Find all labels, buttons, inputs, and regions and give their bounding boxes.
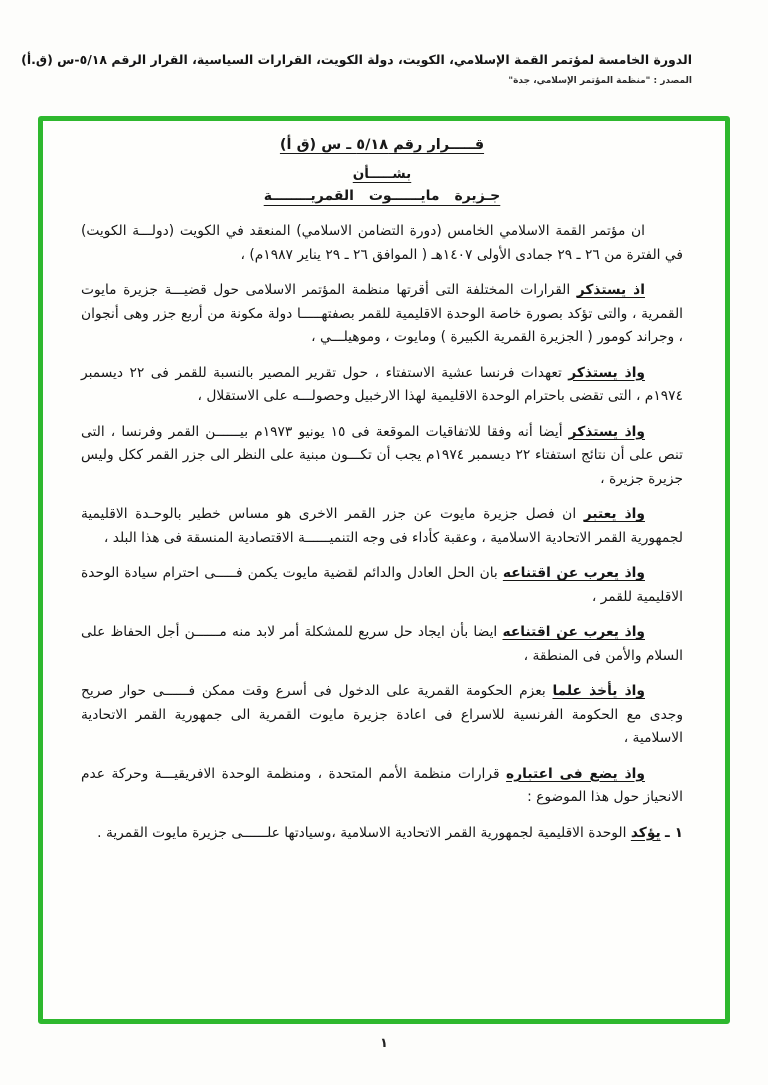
recital-text: قرارات منظمة الأمم المتحدة ، ومنظمة الوحدة الافريقيـــة وحركة عدم الانحياز حول هذا الموضوع : <box>81 765 683 805</box>
recital-text: القرارات المختلفة التى أقرتها منظمة المؤتمر الاسلامى حول قضيـــة جزيرة مايوت القمرية ، والتى تؤكد بصورة خاصة الوحدة الاقليمية للقمر بصفتهـــــا دولة مكونة من أربع جزر وهى أنجوان ، وجراند كومور ( الجزيرة القمرية الكبيرة ) ومايوت ، وموهيلـــي ، <box>81 282 683 345</box>
recital-text: أيضا أنه وفقا للاتفاقيات الموقعة فى ١٥ يونيو ١٩٧٣م بيــــــن القمر وفرنسا ، التى تنص على أن نتائج استفتاء ٢٢ ديسمبر ١٩٧٤م يجب أن تكـــون مبنية على النظر الى جزر القمر ككل وليس جزيرة جزيرة ، <box>81 423 683 487</box>
recital-text: بعزم الحكومة القمرية على الدخول فى أسرع وقت ممكن فــــــى حوار صريح وجدى مع الحكومة الفرنسية للاسراع فى اعادة جزيرة مايوت القمرية الى جمهورية القمر الاتحادية الاسلامية ، <box>81 683 683 746</box>
recital-lead: اذ يستذكر <box>576 282 645 298</box>
source-line: المصدر : "منظمة المؤتمر الإسلامي، جدة" <box>508 76 692 86</box>
resolution-subject-title: جـزيرة مايــــــوت القمريــــــــة <box>263 188 501 204</box>
scanned-document-frame <box>38 116 730 1024</box>
recital-paragraph-1 <box>81 279 683 350</box>
recital-paragraph-7 <box>81 680 683 751</box>
item-number: ١ ـ <box>665 824 683 841</box>
catalog-header-line: الدورة الخامسة لمؤتمر القمة الإسلامي، الكويت، دولة الكويت، القرارات السياسية، القرار الرقم ٥/١٨-س (ق.أ) <box>21 52 692 67</box>
preamble-paragraph <box>81 220 683 267</box>
operative-item-1 <box>81 822 683 846</box>
recital-lead: واذ يعرب عن اقتناعه <box>502 565 645 581</box>
recital-paragraph-6 <box>81 621 683 668</box>
recital-lead: واذ يعتبر <box>583 506 645 522</box>
recital-paragraph-2 <box>81 362 683 409</box>
recital-text: بان الحل العادل والدائم لقضية مايوت يكمن فـــــى احترام سيادة الوحدة الاقليمية للقمر ، <box>81 565 683 605</box>
recital-paragraph-8 <box>81 763 683 810</box>
recital-text: تعهدات فرنسا عشية الاستفتاء ، حول تقرير المصير بالنسبة للقمر فى ٢٢ ديسمبر ١٩٧٤م ، التى تقضى باحترام الوحدة الاقليمية لهذا الارخبيل وحصولـــه على الاستقلال ، <box>81 364 683 404</box>
recital-lead: واذ يأخذ علما <box>552 683 645 699</box>
resolution-number-title: قـــــرار رقم ٥/١٨ ـ س (ق أ) <box>279 137 485 153</box>
resolution-subject-label: بشـــــأن <box>352 166 412 182</box>
recital-paragraph-4 <box>81 503 683 550</box>
item-text: الوحدة الاقليمية لجمهورية القمر الاتحادية الاسلامية ،وسيادتها علــــــى جزيرة مايوت القمرية . <box>97 824 631 841</box>
recital-paragraph-5 <box>81 562 683 609</box>
recital-lead: واذ يستذكر <box>568 423 645 440</box>
recital-lead: واذ يضع فى اعتباره <box>506 765 645 782</box>
page-number: ١ <box>380 1036 388 1051</box>
recital-paragraph-3 <box>81 421 683 492</box>
recital-lead: واذ يعرب عن اقتناعه <box>502 624 645 640</box>
recital-lead: واذ يستذكر <box>568 364 645 381</box>
preamble-text: ان مؤتمر القمة الاسلامي الخامس (دورة التضامن الاسلامي) المنعقد في الكويت (دولـــة الكويت) في الفترة من ٢٦ ـ ٢٩ جمادى الأولى ١٤٠٧هـ ( الموافق ٢٦ ـ ٢٩ يناير ١٩٨٧م) ، <box>81 223 683 263</box>
recital-text: ايضا بأن ايجاد حل سريع للمشكلة أمر لابد منه مــــــن أجل الحفاظ على السلام والأمن فى المنطقة ، <box>81 624 683 664</box>
recital-text: ان فصل جزيرة مايوت عن جزر القمر الاخرى هو مساس خطير بالوحـدة الاقليمية لجمهورية القمر الاتحادية الاسلامية ، وعقبة كأداء فى وجه التنميــــــة الاقتصادية المنسقة فى هذا البلد ، <box>81 506 683 546</box>
item-lead: يؤكد <box>630 824 661 841</box>
